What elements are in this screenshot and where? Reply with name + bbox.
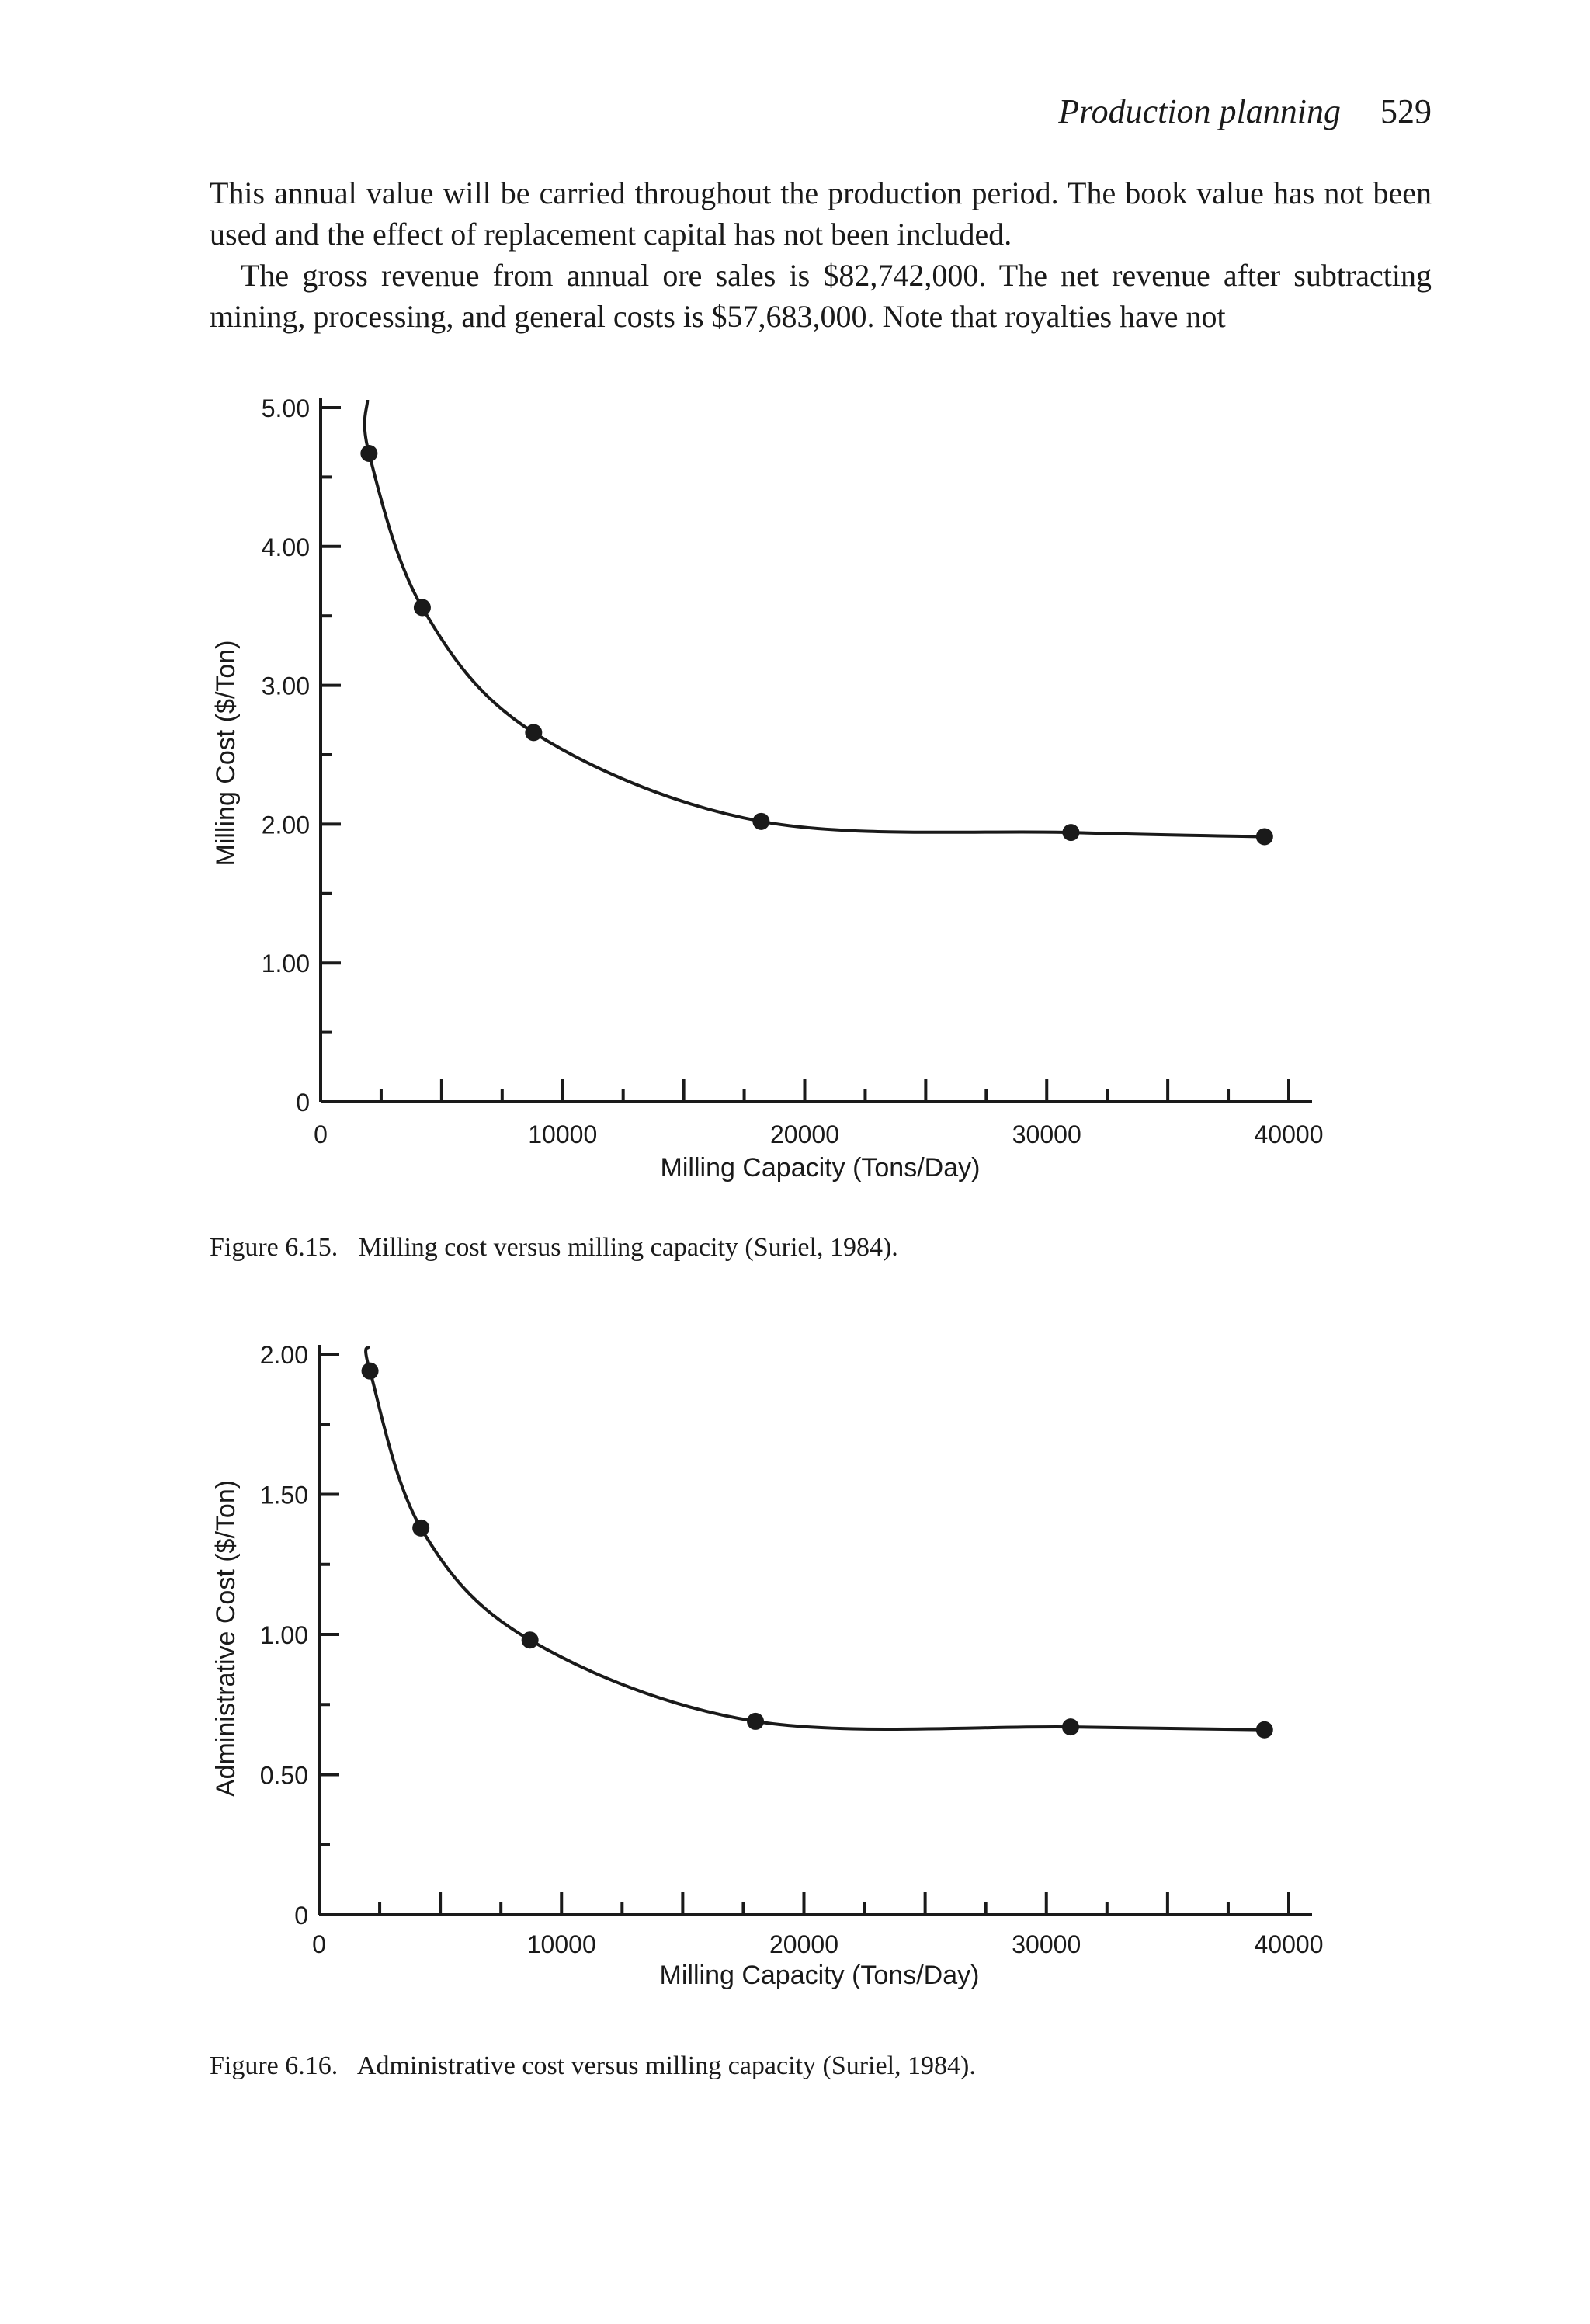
x-tick-label: 40000 <box>1254 1120 1324 1148</box>
page-number: 529 <box>1380 92 1432 130</box>
data-point <box>747 1713 764 1730</box>
paragraph: The gross revenue from annual ore sales is $82,742,000. The net revenue after subtracting mining, processing, and general costs is $57,683,000. Note that royalties have not <box>210 258 1432 334</box>
figure-label: Figure 6.15. <box>210 1233 338 1262</box>
x-tick-label: 20000 <box>769 1930 838 1958</box>
y-tick-label: 1.00 <box>259 1621 308 1649</box>
data-point <box>522 1631 539 1648</box>
data-point <box>414 599 431 616</box>
y-tick-label: 2.00 <box>259 1341 308 1369</box>
y-tick-label: 1.00 <box>261 950 310 978</box>
x-axis-title: Milling Capacity (Tons/Day) <box>659 1961 980 1990</box>
administrative-cost-chart <box>0 1320 1590 2019</box>
fit-curve <box>365 400 1265 836</box>
data-point <box>412 1520 429 1537</box>
data-point <box>1256 1721 1273 1739</box>
y-tick-label: 0 <box>294 1902 308 1930</box>
x-tick-label: 10000 <box>528 1120 598 1148</box>
data-point <box>362 1363 379 1380</box>
y-tick-label: 1.50 <box>259 1481 308 1509</box>
x-tick-label: 20000 <box>770 1120 839 1148</box>
figure-caption-text: Administrative cost versus milling capacity (Suriel, 1984). <box>356 2051 976 2080</box>
x-tick-label: 0 <box>312 1930 326 1958</box>
x-tick-label: 40000 <box>1254 1930 1324 1958</box>
paragraph: This annual value will be carried throughout the production period. The book value has not been used and the effect of replacement capital has not been included. <box>210 175 1432 252</box>
figure-caption-6-15 <box>210 1233 898 1263</box>
y-tick-label: 0.50 <box>259 1761 308 1790</box>
data-point <box>752 813 769 830</box>
x-axis-title: Milling Capacity (Tons/Day) <box>660 1153 981 1183</box>
data-point <box>1256 828 1273 845</box>
y-tick-label: 4.00 <box>261 533 310 561</box>
data-point <box>1062 1718 1079 1735</box>
running-head-title: Production planning <box>1058 92 1341 130</box>
y-axis-title: Administrative Cost ($/Ton) <box>211 1479 241 1798</box>
x-tick-label: 30000 <box>1012 1120 1081 1148</box>
milling-cost-chart <box>0 373 1590 1227</box>
y-tick-label: 3.00 <box>261 672 310 700</box>
x-tick-label: 0 <box>314 1120 328 1148</box>
fit-curve <box>366 1346 1265 1730</box>
y-axis-title: Milling Cost ($/Ton) <box>211 640 241 867</box>
data-point <box>525 724 542 741</box>
y-tick-label: 0 <box>296 1089 310 1117</box>
data-point <box>360 445 377 462</box>
figure-caption-6-16 <box>210 2051 976 2081</box>
body-text <box>210 172 1432 337</box>
y-tick-label: 5.00 <box>261 394 310 422</box>
y-tick-label: 2.00 <box>261 811 310 839</box>
figure-caption-text: Milling cost versus milling capacity (Suriel, 1984). <box>358 1233 898 1262</box>
figure-label: Figure 6.16. <box>210 2051 338 2080</box>
running-head <box>1058 92 1432 131</box>
x-tick-label: 30000 <box>1012 1930 1081 1958</box>
x-tick-label: 10000 <box>526 1930 596 1958</box>
data-point <box>1062 824 1079 841</box>
